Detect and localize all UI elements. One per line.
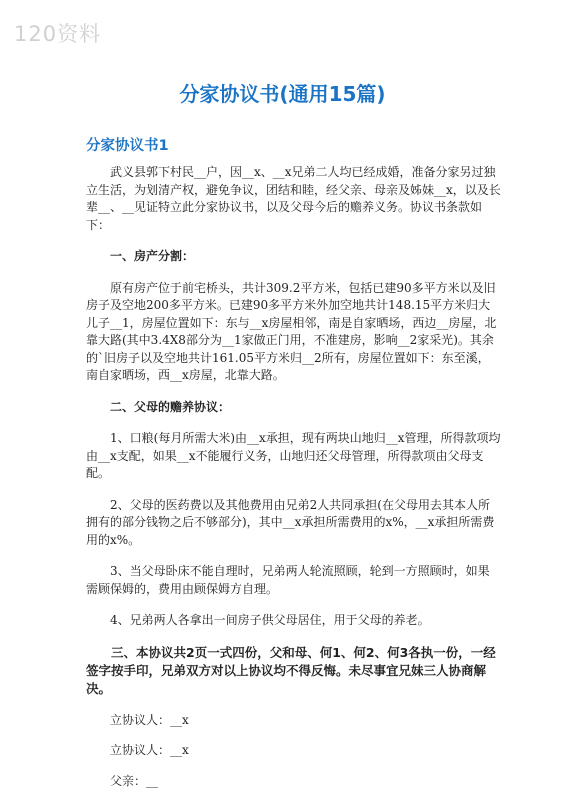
father-signature-line: 父亲：__ xyxy=(110,773,159,788)
document-title: 分家协议书(通用15篇) xyxy=(179,82,386,106)
clause-heading-property: 一、房产分割： xyxy=(110,249,195,263)
support-item-3: 3、当父母卧床不能自理时，兄弟两人轮流照顾，轮到一方照顾时，如果需顾保姆的，费用由顾保姆方自理。 xyxy=(86,564,490,596)
clause-3-paragraph: 三、本协议共2页一式四份，父和母、何1、何2、何3各执一份，一经签字按手印，兄弟双方对以上协议均不得反悔。未尽事宜兄妹三人协商解决。 xyxy=(86,644,496,696)
signatory-line-1: 立协议人：__x xyxy=(110,712,189,727)
support-item-4: 4、兄弟两人各拿出一间房子供父母居住，用于父母的养老。 xyxy=(110,613,430,627)
document-body xyxy=(86,164,501,803)
intro-paragraph: 武义县郭下村民__户，因__x、__x兄弟二人均已经成婚，准备分家另过独立生活，为划清产权，避免争议，团结和睦，经父亲、母亲及姊妹__x，以及长辈__、__见证特立此分家协议书，以及父母今后的赡养义务。协议书条款如下： xyxy=(86,165,501,232)
clause-heading-support: 二、父母的赡养协议： xyxy=(110,399,231,414)
section-heading: 分家协议书1 xyxy=(86,138,169,154)
property-paragraph: 原有房产位于前宅桥头，共计309.2平方米，包括已建90多平方米以及旧房子及空地200多平方米。已建90多平方米外加空地共计148.15平方米归大儿子__1，房屋位置如下：东与__x房屋相邻，南是自家晒场，西边__房屋，北靠大路(其中3.4X8部分为__1家做正门用，不准建房，影响__2家采光)。其余的`旧房子以及空地共计161.05平方米归__2所有，房屋位置如下：东至溪，南自家晒场，西__x房屋，北靠大路。 xyxy=(86,280,497,382)
signatory-line-2: 立协议人：__x xyxy=(110,743,189,757)
support-item-1: 1、口粮(每月所需大米)由__x承担，现有两块山地归__x管理，所得款项均由__x支配，如果__x不能履行义务，山地归还父母管理，所得款项由父母支配。 xyxy=(86,431,501,480)
watermark-logo: 120资料 xyxy=(14,22,102,46)
support-item-2: 2、父母的医药费以及其他费用由兄弟2人共同承担(在父母用去其本人所拥有的部分钱物之后不够部分)，其中__x承担所需费用的x%，__x承担所需费用的x%。 xyxy=(86,497,495,547)
